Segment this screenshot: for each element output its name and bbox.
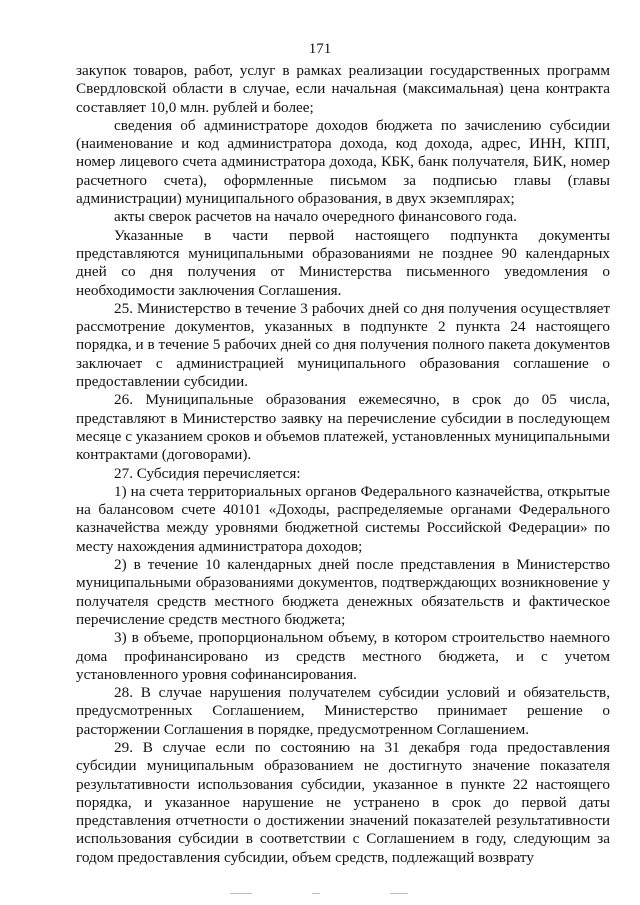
document-body: [76, 62, 610, 867]
page-number: 171: [308, 41, 332, 57]
paragraph-clause-27-item-3: 3) в объеме, пропорциональном объему, в котором строительство наемного дома профинансировано из средств местного бюджета, и с учетом установленного уровня софинансирования.: [76, 629, 610, 683]
paragraph-clause-25: 25. Министерство в течение 3 рабочих дней со дня получения осуществляет рассмотрение документов, указанных в подпункте 2 пункта 24 настоящего порядка, и в течение 5 рабочих дней со дня получения полного пакета документов заключает с администрацией муниципального образования соглашение о предоставлении субсидии.: [76, 299, 610, 391]
scan-artifact: [390, 893, 408, 894]
paragraph-clause-26: 26. Муниципальные образования ежемесячно, в срок до 05 числа, представляют в Министерство заявку на перечисление субсидии в последующем месяце с указанием сроков и объемов платежей, установленных муниципальными контрактами (договорами).: [76, 391, 610, 464]
paragraph-clause-28: 28. В случае нарушения получателем субсидии условий и обязательств, предусмотренных Соглашением, Министерство принимает решение о расторжении Соглашения в порядке, предусмотренном Соглашением.: [76, 684, 610, 738]
paragraph-clause-29: 29. В случае если по состоянию на 31 декабря года предоставления субсидии муниципальным образованием не достигнуто значение показателя результативности использования субсидии, указанное в пункте 22 настоящего порядка, и указанное нарушение не устранено в срок до первой даты представления отчетности о достижении значений показателей результативности использования субсидии в соответствии с Соглашением в году, следующим за годом предоставления субсидии, объем средств, подлежащий возврату: [76, 738, 610, 866]
scan-artifact: [230, 893, 252, 894]
paragraph-reconciliation-acts: акты сверок расчетов на начало очередного финансового года.: [114, 208, 517, 226]
paragraph-clause-27-item-2: 2) в течение 10 календарных дней после представления в Министерство муниципальными образованиями документов, подтверждающих возникновение у получателя средств местного бюджета денежных обязательств и фактическое перечисление средств местного бюджета;: [76, 556, 610, 628]
paragraph-administrator-info: сведения об администраторе доходов бюджета по зачислению субсидии (наименование и код администратора дохода, код дохода, адрес, ИНН, КПП, номер лицевого счета администратора дохода, КБК, банк получателя, БИК, номер расчетного счета), оформленные письмом за подписью главы (главы администрации) муниципального образования, в двух экземплярах;: [76, 116, 610, 208]
paragraph-clause-27: 27. Субсидия перечисляется:: [114, 464, 301, 482]
paragraph-documents-deadline: Указанные в части первой настоящего подпункта документы представляются муниципальными образованиями не позднее 90 календарных дней со дня получения от Министерства письменного уведомления о необходимости заключения Соглашения.: [76, 226, 610, 299]
paragraph-clause-27-item-1: 1) на счета территориальных органов Федерального казначейства, открытые на балансовом счете 40101 «Доходы, распределяемые органами Федерального казначейства между уровнями бюджетной системы Российской Федерации» по месту нахождения администратора доходов;: [76, 482, 610, 555]
paragraph-continuation: закупок товаров, работ, услуг в рамках реализации государственных программ Свердловской области в случае, если начальная (максимальная) цена контракта составляет 10,0 млн. рублей и более;: [76, 62, 610, 116]
scan-artifact: [312, 893, 320, 894]
